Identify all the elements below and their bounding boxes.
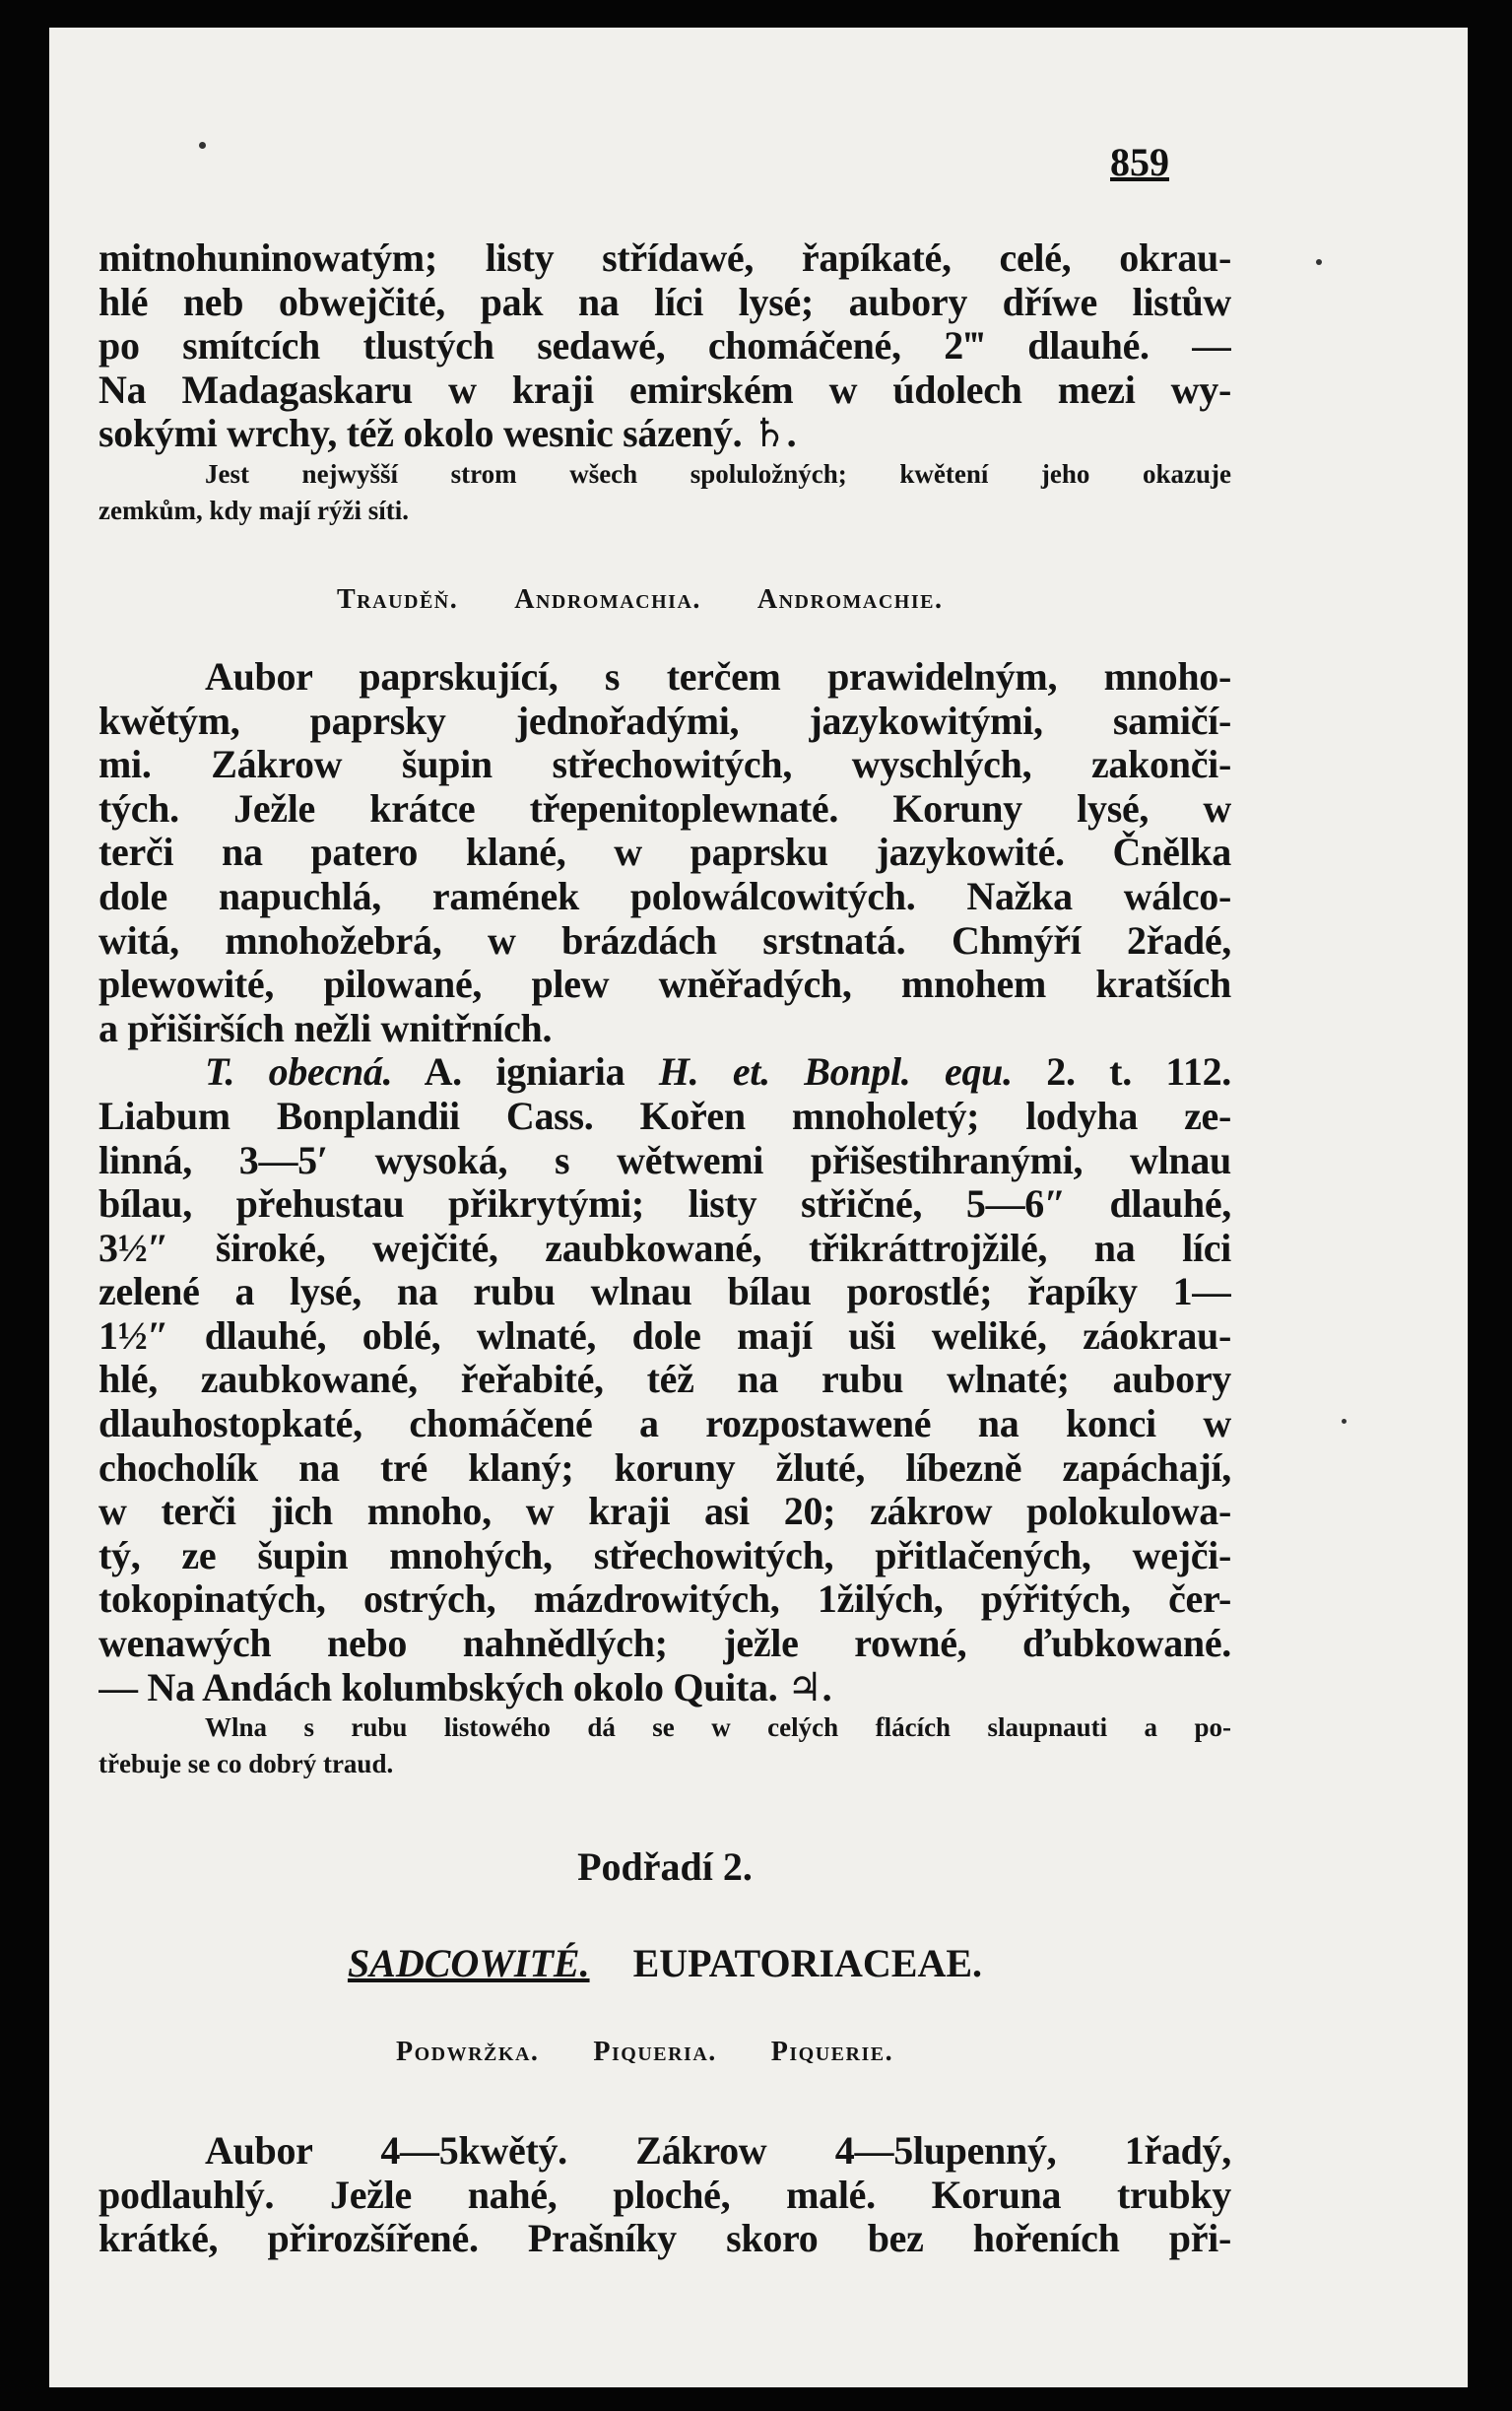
page-body bbox=[99, 236, 1231, 2261]
genus-heading-2 bbox=[99, 2031, 1231, 2074]
text-line: mi. Zákrow šupin střechowitých, wyschlých, zakonči- bbox=[99, 743, 1231, 787]
text-line: tý, ze šupin mnohých, střechowitých, přitlačených, wejči- bbox=[99, 1533, 1231, 1577]
text-line: a přiširších nežli wnitřních. bbox=[99, 1006, 553, 1050]
text-line: sokými wrchy, též okolo wesnic sázený. ♄. bbox=[99, 412, 797, 456]
note-1 bbox=[99, 456, 1231, 529]
text-line: hlé neb obwejčité, pak na líci lysé; aubory dříwe listůw bbox=[99, 280, 1231, 324]
family-latin: EUPATORIACEAE. bbox=[632, 1941, 983, 1986]
genus-latin: Andromachia. bbox=[514, 583, 701, 615]
species-latin: A. igniaria bbox=[424, 1050, 625, 1095]
note-line: zemkům, kdy mají rýži síti. bbox=[99, 495, 409, 525]
paper-speck bbox=[199, 142, 206, 149]
note-line: Jest nejwyšší strom wšech spoluložných; kwětení jeho okazuje bbox=[205, 458, 1231, 489]
text-line: Aubor paprskující, s terčem prawidelným, mnoho- bbox=[205, 654, 1231, 699]
paper-speck bbox=[1316, 259, 1322, 265]
species-name: T. obecná. bbox=[205, 1050, 393, 1095]
paragraph-2 bbox=[99, 655, 1231, 1050]
species-line bbox=[99, 1050, 1231, 1095]
text-line: chocholík na tré klaný; koruny žluté, líbezně zapáchají, bbox=[99, 1445, 1231, 1490]
note-2 bbox=[99, 1709, 1231, 1782]
text-line: tokopinatých, ostrých, mázdrowitých, 1žilých, pýřitých, čer- bbox=[99, 1577, 1231, 1622]
text-line: Liabum Bonplandii Cass. Kořen mnoholetý; lodyha ze- bbox=[99, 1094, 1231, 1138]
text-line: plewowité, pilowané, plew wněřadých, mnohem kratších bbox=[99, 963, 1231, 1007]
text-line: terči na patero klané, w paprsku jazykowité. Čnělka bbox=[99, 831, 1231, 875]
note-line: Wlna s rubu listowého dá se w celých flácích slaupnauti a po- bbox=[205, 1712, 1231, 1743]
text-line: krátké, přirozšířené. Prašníky skoro bez hořeních při- bbox=[99, 2217, 1231, 2261]
text-line: mitnohuninowatým; listy střídawé, řapíkaté, celé, okrau- bbox=[99, 236, 1231, 280]
paper-speck bbox=[1342, 1419, 1347, 1424]
note-line: třebuje se co dobrý traud. bbox=[99, 1749, 394, 1779]
paragraph-1 bbox=[99, 236, 1231, 456]
text-line: kwětým, paprsky jednořadými, jazykowitými, samičí- bbox=[99, 699, 1231, 743]
genus-czech: Trauděň. bbox=[337, 583, 459, 615]
text-line: 1½″ dlauhé, oblé, wlnaté, dole mají uši weliké, záokrau- bbox=[99, 1313, 1231, 1358]
family-czech: SADCOWITÉ. bbox=[347, 1941, 590, 1986]
text-line: tých. Ježle krátce třepenitoplewnaté. Koruny lysé, w bbox=[99, 786, 1231, 831]
text-line: wenawých nebo nahnědlých; ježle rowné, ďubkowané. bbox=[99, 1622, 1231, 1666]
text-line: 3½″ široké, wejčité, zaubkowané, třikráttrojžilé, na líci bbox=[99, 1226, 1231, 1270]
paragraph-3 bbox=[99, 1095, 1231, 1709]
text-line: zelené a lysé, na rubu wlnau bílau porostlé; řapíky 1— bbox=[99, 1270, 1231, 1314]
paragraph-4 bbox=[99, 2129, 1231, 2261]
text-line: dlauhostopkaté, chomáčené a rozpostawené na konci w bbox=[99, 1402, 1231, 1446]
text-line: w terči jich mnoho, w kraji asi 20; zákrow polokulowa- bbox=[99, 1490, 1231, 1534]
text-line: po smítcích tlustých sedawé, chomáčené, 2‴ dlauhé. — bbox=[99, 324, 1231, 368]
genus-czech: Podwržka. bbox=[396, 2037, 540, 2068]
species-authors: H. et. Bonpl. equ. bbox=[658, 1050, 1013, 1095]
page-number: 859 bbox=[1110, 140, 1169, 184]
suborder-heading: Podřadí 2. bbox=[577, 1844, 753, 1890]
species-plate: 2. t. 112. bbox=[1046, 1050, 1231, 1095]
book-page bbox=[49, 28, 1468, 2387]
family-heading bbox=[99, 1934, 1231, 1993]
text-line: linná, 3—5′ wysoká, s wětwemi přišestihranými, wlnau bbox=[99, 1138, 1231, 1182]
genus-french: Andromachie. bbox=[756, 583, 944, 615]
text-line: — Na Andách kolumbských okolo Quita. ♃. bbox=[99, 1665, 832, 1709]
text-line: hlé, zaubkowané, řeřabité, též na rubu wlnaté; aubory bbox=[99, 1358, 1231, 1402]
text-line: Aubor 4—5kwětý. Zákrow 4—5lupenný, 1řadý, bbox=[205, 2129, 1231, 2174]
text-line: dole napuchlá, ramének polowálcowitých. Nažka wálco- bbox=[99, 874, 1231, 918]
text-line: Na Madagaskaru w kraji emirském w údolech mezi wy- bbox=[99, 368, 1231, 412]
genus-latin: Piqueria. bbox=[593, 2037, 717, 2068]
text-line: witá, mnohožebrá, w brázdách srstnatá. Chmýří 2řadé, bbox=[99, 918, 1231, 963]
text-line: bílau, přehustau přikrytými; listy střičné, 5—6″ dlauhé, bbox=[99, 1182, 1231, 1227]
text-line: podlauhlý. Ježle nahé, ploché, malé. Koruna trubky bbox=[99, 2173, 1231, 2217]
genus-heading-1 bbox=[99, 578, 1231, 622]
genus-french: Piquerie. bbox=[770, 2037, 894, 2068]
